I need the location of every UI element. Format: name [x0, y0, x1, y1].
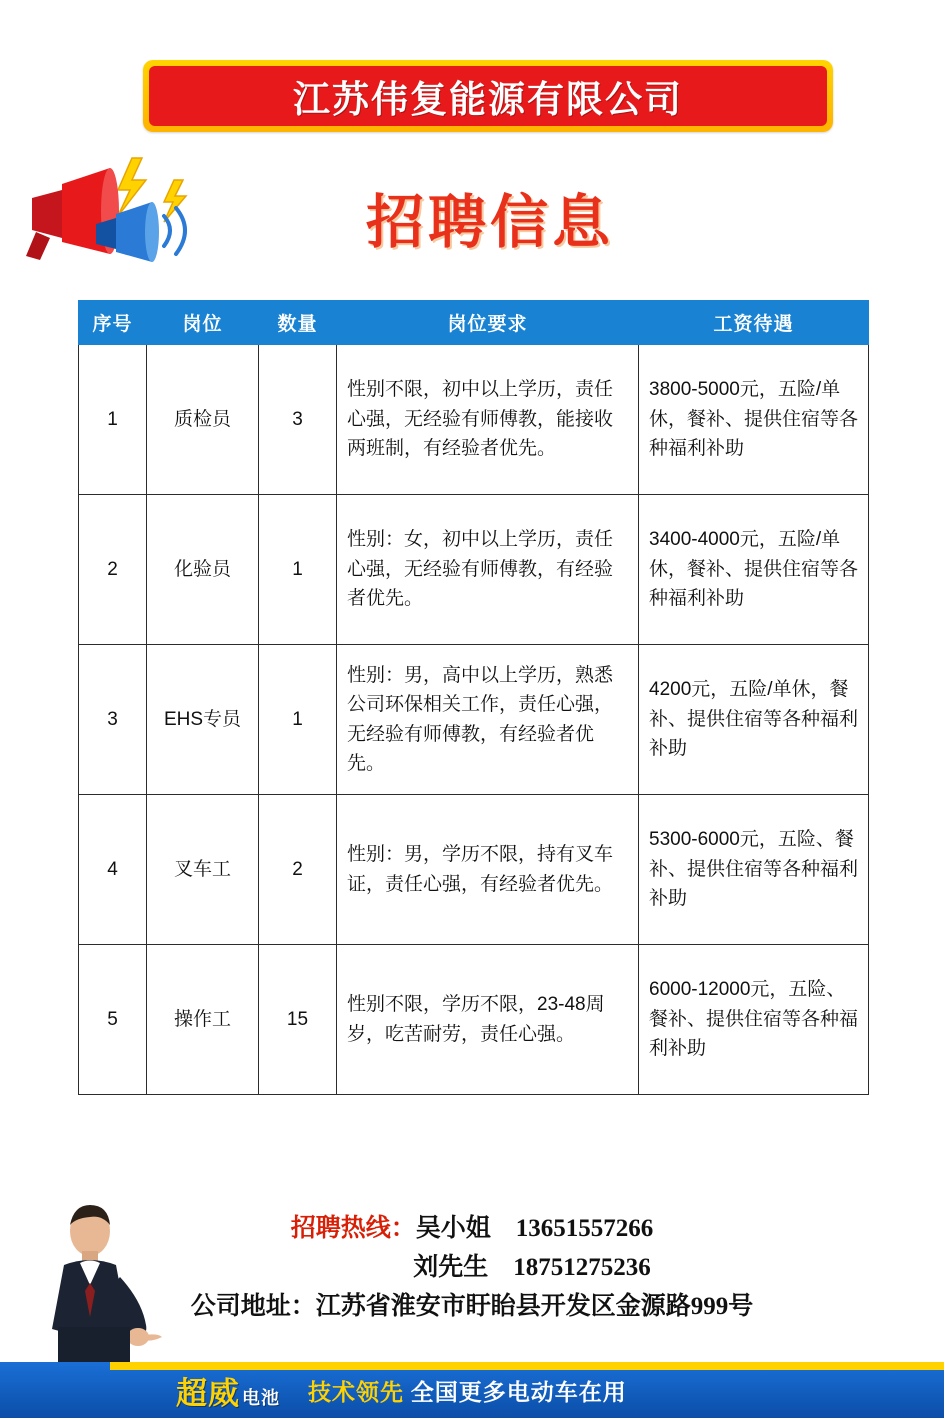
page-title: 招聘信息	[365, 190, 614, 255]
table-row	[79, 495, 869, 645]
banner-inner-frame	[149, 66, 827, 126]
address-value: 江苏省淮安市盱眙县开发区金源路999号	[315, 1292, 754, 1320]
cell-index: 1	[79, 345, 147, 495]
cell-salary: 5300-6000元，五险、餐补、提供住宿等各种福利补助	[639, 795, 869, 945]
contact-person-2: 刘先生 18751275236	[413, 1253, 651, 1281]
company-name: 江苏伟复能源有限公司	[293, 80, 683, 121]
megaphone-icon	[14, 150, 224, 265]
table-header-row	[79, 301, 869, 345]
ad-brand-name: 超威	[176, 1375, 240, 1411]
hotline-line-2	[0, 1249, 944, 1288]
cell-salary: 3400-4000元，五险/单休，餐补、提供住宿等各种福利补助	[639, 495, 869, 645]
cell-requirement: 性别：女，初中以上学历，责任心强，无经验有师傅教，有经验者优先。	[337, 495, 639, 645]
cell-count: 3	[259, 345, 337, 495]
cell-requirement: 性别不限，初中以上学历，责任心强，无经验有师傅教，能接收两班制，有经验者优先。	[337, 345, 639, 495]
cell-index: 3	[79, 645, 147, 795]
table-row	[79, 645, 869, 795]
cell-index: 4	[79, 795, 147, 945]
header-position: 岗位	[147, 301, 259, 345]
address-line	[0, 1288, 944, 1327]
ad-yellow-stripe	[110, 1362, 944, 1370]
contact-block	[0, 1210, 944, 1326]
ad-slogan	[308, 1374, 627, 1407]
ad-brand-logo	[176, 1368, 280, 1413]
cell-index: 2	[79, 495, 147, 645]
hotline-label: 招聘热线：	[290, 1215, 416, 1242]
cell-salary: 6000-12000元，五险、餐补、提供住宿等各种福利补助	[639, 945, 869, 1095]
bottom-ad-bar	[0, 1362, 944, 1418]
cell-position: 化验员	[147, 495, 259, 645]
header-salary: 工资待遇	[639, 301, 869, 345]
cell-count: 2	[259, 795, 337, 945]
ad-brand-suffix: 电池	[242, 1387, 280, 1408]
cell-count: 15	[259, 945, 337, 1095]
cell-position: 叉车工	[147, 795, 259, 945]
cell-salary: 3800-5000元，五险/单休，餐补、提供住宿等各种福利补助	[639, 345, 869, 495]
contact-person-1: 吴小姐 13651557266	[415, 1215, 654, 1242]
cell-position: 操作工	[147, 945, 259, 1095]
cell-index: 5	[79, 945, 147, 1095]
cell-position: EHS专员	[147, 645, 259, 795]
cell-requirement: 性别不限，学历不限，23-48周岁，吃苦耐劳，责任心强。	[337, 945, 639, 1095]
table-row	[79, 795, 869, 945]
cell-count: 1	[259, 645, 337, 795]
hotline-line-1	[0, 1210, 944, 1249]
header-requirement: 岗位要求	[337, 301, 639, 345]
table-row	[79, 945, 869, 1095]
jobs-table	[78, 300, 869, 1095]
address-label: 公司地址：	[190, 1292, 316, 1320]
company-banner	[143, 60, 833, 132]
jobs-table-container	[78, 300, 868, 1095]
cell-salary: 4200元，五险/单休，餐补、提供住宿等各种福利补助	[639, 645, 869, 795]
cell-count: 1	[259, 495, 337, 645]
banner-outer-frame	[143, 60, 833, 132]
header-index: 序号	[79, 301, 147, 345]
ad-slogan-part2: 全国更多电动车在用	[410, 1379, 627, 1405]
table-row	[79, 345, 869, 495]
ad-slogan-part1: 技术领先	[308, 1379, 404, 1405]
header-count: 数量	[259, 301, 337, 345]
cell-position: 质检员	[147, 345, 259, 495]
cell-requirement: 性别：男，学历不限，持有叉车证，责任心强，有经验者优先。	[337, 795, 639, 945]
cell-requirement: 性别：男，高中以上学历，熟悉公司环保相关工作，责任心强，无经验有师傅教，有经验者优先。	[337, 645, 639, 795]
